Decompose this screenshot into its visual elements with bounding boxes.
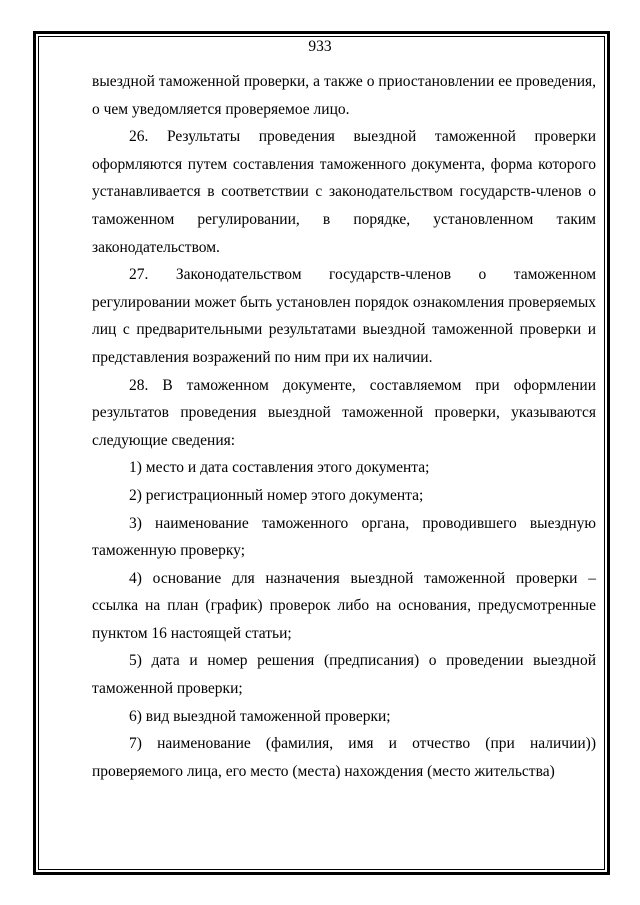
list-item-4: 4) основание для назначения выездной таможенной проверки – ссылка на план (график) проверок либо на основания, предусмотренные пунктом 16 настоящей статьи;	[92, 569, 596, 642]
paragraph-item-27: 27. Законодательством государств-членов о таможенном регулировании может быть установлен порядок ознакомления проверяемых лиц с предварительными результатами выездной таможенной проверки и представления возражений по ним при их наличии.	[92, 266, 596, 366]
document-body	[92, 68, 596, 785]
list-item-1: 1) место и дата составления этого документа;	[129, 459, 430, 477]
list-item-5: 5) дата и номер решения (предписания) о проведении выездной таможенной проверки;	[92, 652, 596, 698]
list-item-6: 6) вид выездной таможенной проверки;	[129, 707, 391, 725]
page-number: 933	[308, 38, 332, 55]
paragraph-continuation: выездной таможенной проверки, а также о приостановлении ее проведения, о чем уведомляется проверяемое лицо.	[92, 73, 596, 118]
paragraph-item-26: 26. Результаты проведения выездной таможенной проверки оформляются путем составления таможенного документа, форма которого устанавливается в соответствии с законодательством государств-членов о таможенном регулировании, в порядке, установленном таким законодательством.	[92, 128, 596, 256]
list-item-2: 2) регистрационный номер этого документа;	[129, 486, 424, 504]
list-item-3: 3) наименование таможенного органа, проводившего выездную таможенную проверку;	[92, 514, 596, 560]
paragraph-item-28: 28. В таможенном документе, составляемом при оформлении результатов проведения выездной таможенной проверки, указываются следующие сведения:	[92, 376, 596, 449]
list-item-7: 7) наименование (фамилия, имя и отчество (при наличии)) проверяемого лица, его место (места) нахождения (место жительства)	[92, 735, 596, 780]
